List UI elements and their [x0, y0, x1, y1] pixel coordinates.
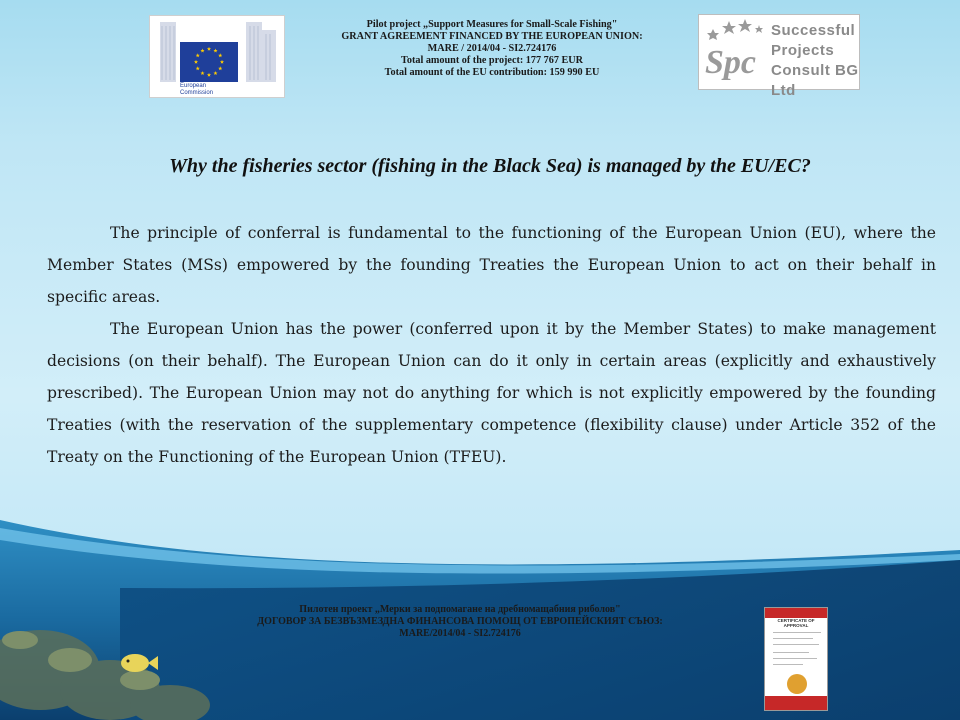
footer-line: ДОГОВОР ЗА БЕЗВЪЗМЕЗДНА ФИНАНСОВА ПОМОЩ ОТ ЕВРОПЕЙСКИЯТ СЪЮЗ:	[257, 616, 663, 627]
eu-star-icon	[220, 60, 224, 64]
iso-certificate-image	[764, 607, 828, 711]
eu-flag-icon	[180, 42, 238, 82]
eu-star-icon	[207, 73, 211, 77]
eu-star-icon	[200, 49, 204, 53]
body-text	[47, 217, 936, 473]
page-title: Why the fisheries sector (fishing in the Black Sea) is managed by the EU/EC?	[169, 155, 811, 177]
svg-text:Spc: Spc	[705, 44, 756, 81]
header-line: Pilot project „Support Measures for Small-Scale Fishing"	[366, 19, 618, 30]
eu-star-icon	[207, 47, 211, 51]
eu-star-icon	[194, 60, 198, 64]
european-commission-logo	[149, 15, 285, 98]
spc-word-1: Successful	[771, 22, 856, 39]
eu-star-icon	[218, 66, 222, 70]
eu-star-icon	[200, 71, 204, 75]
eu-star-icon	[218, 53, 222, 57]
spc-word-2: Projects	[771, 42, 835, 59]
footer-text	[200, 604, 720, 640]
eu-star-icon	[196, 53, 200, 57]
eu-star-icon	[213, 71, 217, 75]
footer-line: MARE/2014/04 - SI2.724176	[399, 628, 521, 639]
ec-logo-line2: Commission	[180, 90, 214, 96]
successful-projects-consult-logo	[698, 14, 860, 99]
paragraph: The European Union has the power (conferred upon it by the Member States) to make management decisions (on their behalf). The European Union can do it only in certain areas (explicitly and exhaustively prescribed). The European Union may not do anything for which is not explicitly empowered by the founding Treaties (with the reservation of the supplementary competence (flexibility clause) under Article 352 of the Treaty on the Functioning of the European Union (TFEU).	[47, 320, 936, 466]
eu-star-icon	[196, 66, 200, 70]
project-header	[292, 19, 692, 79]
paragraph: The principle of conferral is fundamental to the functioning of the European Union (EU), where the Member States (MSs) empowered by the founding Treaties the European Union to act on their behalf in specific areas.	[47, 224, 936, 306]
seal-icon	[787, 674, 807, 694]
header-line: MARE / 2014/04 - SI2.724176	[427, 43, 557, 54]
header-line: GRANT AGREEMENT FINANCED BY THE EUROPEAN UNION:	[341, 31, 643, 42]
header-line: Total amount of the project: 177 767 EUR	[401, 55, 583, 66]
footer-line: Пилотен проект „Мерки за подпомагане на дребномащабния риболов"	[299, 604, 621, 615]
header-line: Total amount of the EU contribution: 159 990 EU	[384, 67, 600, 78]
certificate-title: CERTIFICATE OF APPROVAL	[777, 618, 815, 628]
spc-word-3: Consult BG Ltd	[771, 62, 859, 99]
ec-logo-line1: European	[180, 83, 207, 89]
eu-star-icon	[213, 49, 217, 53]
